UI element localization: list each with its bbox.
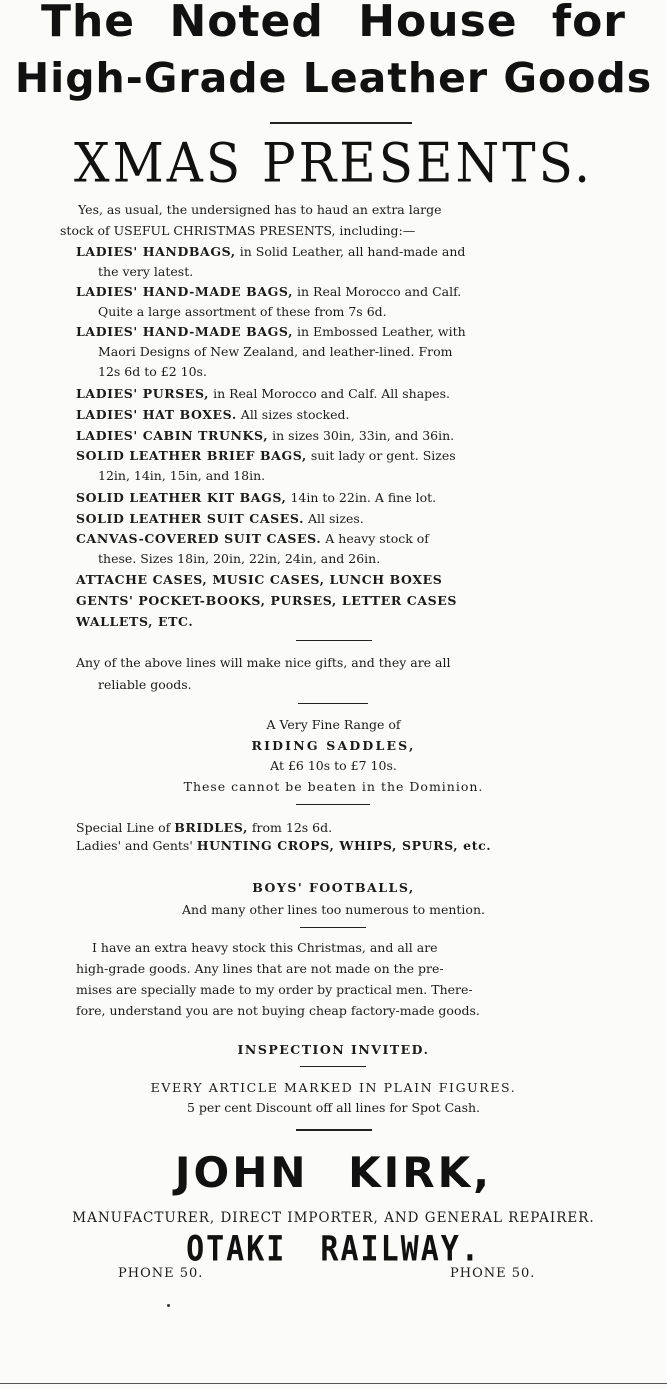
intro-line: Yes, as usual, the undersigned has to haud an extra large	[78, 202, 442, 217]
item-text: the very latest.	[98, 264, 194, 279]
saddles-title: RIDING SADDLES,	[251, 738, 416, 753]
stock-line: I have an extra heavy stock this Christmas, and all are	[92, 940, 438, 955]
item-text: in Embossed Leather, with	[293, 324, 466, 339]
item-line	[76, 572, 442, 588]
item-line	[76, 531, 429, 547]
divider	[270, 122, 412, 124]
bridles-pre: Special Line of	[76, 820, 175, 835]
item-line	[98, 304, 387, 320]
item-line	[98, 551, 380, 567]
item-text: in Real Morocco and Calf.	[293, 284, 462, 299]
item-caption: LADIES' HAND-MADE BAGS,	[76, 284, 294, 299]
item-line	[98, 344, 453, 360]
item-line	[76, 244, 465, 260]
crops-pre: Ladies' and Gents'	[76, 838, 197, 853]
item-text: 14in to 22in. A fine lot.	[286, 490, 437, 505]
crops-cap: HUNTING CROPS, WHIPS, SPURS, etc.	[196, 838, 492, 853]
crops-line	[76, 838, 491, 854]
xmas-presents-title: XMAS PRESENTS.	[73, 131, 594, 195]
item-line	[76, 511, 364, 527]
item-line	[76, 324, 466, 340]
inspection-invited: INSPECTION INVITED.	[237, 1042, 430, 1057]
item-line	[76, 428, 454, 444]
item-line	[98, 364, 207, 380]
item-line	[76, 407, 349, 423]
item-text: in Solid Leather, all hand-made and	[235, 244, 466, 259]
item-line	[76, 284, 461, 300]
item-caption: SOLID LEATHER BRIEF BAGS,	[76, 448, 307, 463]
divider	[296, 804, 370, 805]
intro-line: stock of USEFUL CHRISTMAS PRESENTS, including:—	[60, 223, 416, 238]
item-text: in sizes 30in, 33in, and 36in.	[268, 428, 455, 443]
ink-speck	[167, 1304, 170, 1307]
item-caption: LADIES' HAT BOXES.	[76, 407, 237, 422]
bridles-post: from 12s 6d.	[247, 820, 333, 835]
item-caption: LADIES' HAND-MADE BAGS,	[76, 324, 294, 339]
item-line	[76, 490, 436, 506]
item-line	[76, 614, 193, 630]
item-line	[76, 386, 450, 402]
stock-line: fore, understand you are not buying cheap factory-made goods.	[76, 1003, 480, 1018]
item-text: All sizes.	[304, 511, 364, 526]
item-line	[76, 448, 456, 464]
bridles-cap: BRIDLES,	[174, 820, 248, 835]
item-caption: LADIES' HANDBAGS,	[76, 244, 236, 259]
item-line	[76, 593, 457, 609]
item-text: 12s 6d to £2 10s.	[98, 364, 207, 379]
divider	[296, 1129, 372, 1131]
footballs-title: BOYS' FOOTBALLS,	[252, 880, 415, 895]
item-caption: ATTACHE CASES, MUSIC CASES, LUNCH BOXES	[76, 572, 443, 587]
saddles-note: These cannot be beaten in the Dominion.	[183, 779, 484, 794]
footballs-sub: And many other lines too numerous to mention.	[182, 902, 485, 917]
item-caption: LADIES' CABIN TRUNKS,	[76, 428, 269, 443]
divider	[296, 640, 372, 641]
item-text: these. Sizes 18in, 20in, 22in, 24in, and 26in.	[98, 551, 381, 566]
item-caption: CANVAS-COVERED SUIT CASES.	[76, 531, 322, 546]
gifts-line: Any of the above lines will make nice gifts, and they are all	[76, 655, 451, 670]
divider	[298, 703, 368, 704]
item-caption: WALLETS, ETC.	[76, 614, 194, 629]
saddles-intro: A Very Fine Range of	[266, 717, 401, 732]
item-caption: LADIES' PURSES,	[76, 386, 210, 401]
stock-line: high-grade goods. Any lines that are not made on the pre-	[76, 961, 444, 976]
phone-right: PHONE 50.	[450, 1266, 536, 1281]
item-caption: SOLID LEATHER KIT BAGS,	[76, 490, 287, 505]
item-text: in Real Morocco and Calf. All shapes.	[209, 386, 450, 401]
item-text: A heavy stock of	[321, 531, 429, 546]
headline-leather-goods: High-Grade Leather Goods	[14, 54, 653, 102]
item-text: suit lady or gent. Sizes	[306, 448, 456, 463]
gifts-line: reliable goods.	[98, 677, 192, 692]
item-line	[98, 264, 193, 280]
item-caption: SOLID LEATHER SUIT CASES.	[76, 511, 305, 526]
phone-left: PHONE 50.	[118, 1266, 204, 1281]
item-text: All sizes stocked.	[236, 407, 350, 422]
merchant-name: JOHN KIRK,	[174, 1148, 493, 1197]
divider	[300, 927, 366, 928]
item-line	[98, 468, 265, 484]
item-text: Quite a large assortment of these from 7s 6d.	[98, 304, 387, 319]
saddles-price: At £6 10s to £7 10s.	[270, 758, 397, 773]
item-text: 12in, 14in, 15in, and 18in.	[98, 468, 266, 483]
bottom-border	[0, 1383, 667, 1384]
merchant-location: OTAKI RAILWAY.	[186, 1229, 481, 1270]
bridles-line	[76, 820, 332, 836]
item-text: Maori Designs of New Zealand, and leather-lined. From	[98, 344, 453, 359]
merchant-role: MANUFACTURER, DIRECT IMPORTER, AND GENERAL REPAIRER.	[72, 1210, 595, 1226]
marked-line: EVERY ARTICLE MARKED IN PLAIN FIGURES.	[150, 1080, 517, 1095]
discount-line: 5 per cent Discount off all lines for Spot Cash.	[186, 1100, 481, 1115]
item-caption: GENTS' POCKET-BOOKS, PURSES, LETTER CASES	[76, 593, 458, 608]
divider	[300, 1066, 366, 1067]
headline-noted-house: The Noted House for	[40, 0, 627, 47]
stock-line: mises are specially made to my order by practical men. There-	[76, 982, 473, 997]
